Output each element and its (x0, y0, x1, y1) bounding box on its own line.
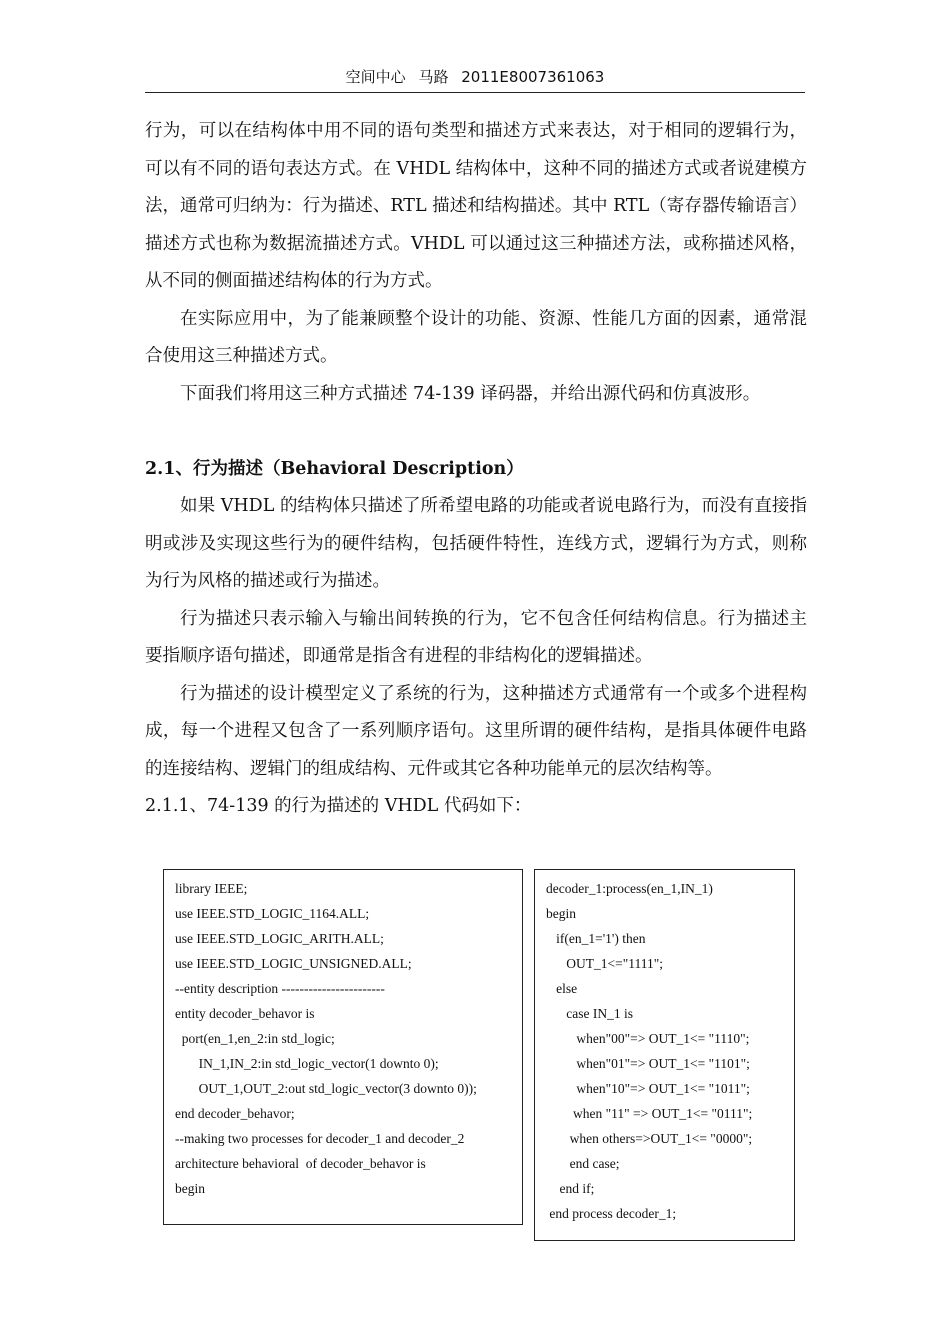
code-line: entity decoder_behavor is (175, 1006, 315, 1021)
paragraph: 行为，可以在结构体中用不同的语句类型和描述方式来表达，对于相同的逻辑行为，可以有不同的语句表达方式。在 VHDL 结构体中，这种不同的描述方式或者说建模方法，通常可归纳为：行为描述、RTL 描述和结构描述。其中 RTL（寄存器传输语言）描述方式也称为数据流描述方式。VHDL 可以通过这三种描述方法，或称描述风格，从不同的侧面描述结构体的行为方式。 (145, 121, 807, 291)
code-line: end process decoder_1; (546, 1206, 677, 1221)
code-line: end case; (546, 1156, 620, 1171)
code-line: when"00"=> OUT_1<= "1110"; (546, 1031, 750, 1046)
code-line: OUT_1,OUT_2:out std_logic_vector(3 downto 0)); (175, 1081, 477, 1096)
code-line: when others=>OUT_1<= "0000"; (546, 1131, 753, 1146)
subheading: 2.1.1、74-139 的行为描述的 VHDL 代码如下： (145, 796, 532, 816)
code-line: when"10"=> OUT_1<= "1011"; (546, 1081, 750, 1096)
paragraph: 行为描述的设计模型定义了系统的行为，这种描述方式通常有一个或多个进程构成，每一个进程又包含了一系列顺序语句。这里所谓的硬件结构，是指具体硬件电路的连接结构、逻辑门的组成结构、元件或其它各种功能单元的层次结构等。 (145, 683, 807, 779)
code-line: OUT_1<="1111"; (546, 956, 663, 971)
code-line: use IEEE.STD_LOGIC_UNSIGNED.ALL; (175, 956, 412, 971)
page-header (145, 66, 805, 93)
header-name: 马路 (418, 68, 449, 86)
code-line: case IN_1 is (546, 1006, 633, 1021)
paragraph: 在实际应用中，为了能兼顾整个设计的功能、资源、性能几方面的因素，通常混合使用这三种描述方式。 (145, 308, 807, 366)
paragraph: 行为描述只表示输入与输出间转换的行为，它不包含任何结构信息。行为描述主要指顺序语句描述，即通常是指含有进程的非结构化的逻辑描述。 (145, 608, 807, 666)
code-line: when"01"=> OUT_1<= "1101"; (546, 1056, 750, 1071)
code-box-right (534, 869, 795, 1241)
section-heading: 2.1、行为描述（Behavioral Description） (145, 459, 524, 479)
code-line: use IEEE.STD_LOGIC_1164.ALL; (175, 906, 370, 921)
code-line: if(en_1='1') then (546, 931, 646, 946)
header-id: 2011E8007361063 (461, 68, 605, 86)
code-line: port(en_1,en_2:in std_logic; (175, 1031, 335, 1046)
code-line: end if; (546, 1181, 595, 1196)
code-line: --making two processes for decoder_1 and decoder_2 (175, 1131, 465, 1146)
section-2-1 (145, 451, 807, 826)
code-line: when "11" => OUT_1<= "0111"; (546, 1106, 753, 1121)
code-line: decoder_1:process(en_1,IN_1) (546, 881, 713, 896)
code-line: begin (175, 1181, 205, 1196)
paragraph: 下面我们将用这三种方式描述 74-139 译码器，并给出源代码和仿真波形。 (180, 383, 761, 404)
code-line: architecture behavioral of decoder_behavor is (175, 1156, 426, 1171)
code-line: library IEEE; (175, 881, 248, 896)
code-line: begin (546, 906, 576, 921)
code-line: use IEEE.STD_LOGIC_ARITH.ALL; (175, 931, 384, 946)
code-line: end decoder_behavor; (175, 1106, 295, 1121)
code-line: else (546, 981, 578, 996)
header-org: 空间中心 (345, 68, 406, 86)
code-line: IN_1,IN_2:in std_logic_vector(1 downto 0); (175, 1056, 439, 1071)
paragraph: 如果 VHDL 的结构体只描述了所希望电路的功能或者说电路行为，而没有直接指明或涉及实现这些行为的硬件结构，包括硬件特性，连线方式，逻辑行为方式，则称为行为风格的描述或行为描述。 (145, 496, 807, 591)
intro-text (145, 113, 807, 413)
code-line: --entity description ----------------------- (175, 981, 385, 996)
code-box-left (163, 869, 523, 1225)
